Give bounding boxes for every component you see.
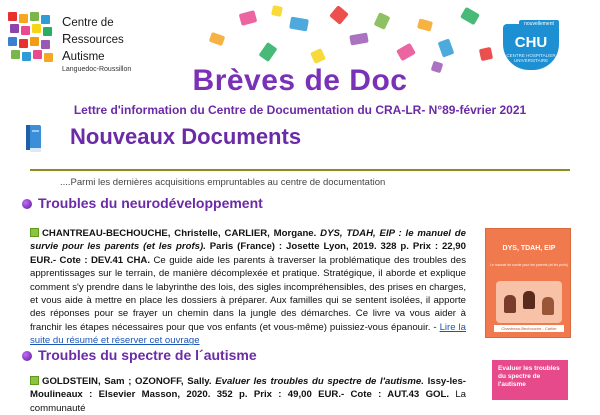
bullet-square-icon <box>30 376 39 385</box>
cover-title: Evaluer les troubles du spectre de l'autisme <box>498 365 560 388</box>
logo-region: Languedoc-Roussillon <box>62 66 132 73</box>
logo-line: Centre de <box>62 14 114 29</box>
logo-line: Autisme <box>62 48 105 63</box>
chu-top-label: nouvellement <box>519 20 559 28</box>
category-heading <box>22 195 263 211</box>
section-divider <box>30 169 570 171</box>
bullet-square-icon <box>30 228 39 237</box>
section-title: Nouveaux Documents <box>70 124 302 149</box>
entry-publication: Paris (France) : Josette Lyon, 2019. 328 p. Prix : 22,90 EUR.- Cote : DEV.41 CHA. <box>30 241 466 266</box>
cover-authors: Chantreau-Bechouche - Carlier <box>494 325 564 332</box>
book-icon <box>24 124 44 154</box>
chu-subtitle: CENTRE HOSPITALIER UNIVERSITAIRE <box>506 53 556 63</box>
entry-publication: Issy-les-Moulineaux : Elsevier Masson, 2020. 352 p. Prix : 49,00 EUR.- Cote : AUT.43 GOL. <box>30 376 466 401</box>
document-entry <box>30 227 466 348</box>
chu-name: CHU <box>514 34 548 51</box>
category-title: Troubles du spectre de l´autisme <box>38 347 257 363</box>
entry-summary: Ce guide aide les parents à traverser la problématique des troubles des apprentissages sur le terrain, de manière décomplexée et pratique. Stratégique, il aborde et explique comment s'y prendre dans le labyrinthe des lois, des sigles incompréhensibles, des prises en charges, et vous aide à mettre en place les dossiers à préparer. Aux familles qui se sentent isolées, il apporte des réponses pour se frayer un chemin dans la jungle des démarches. Ce livre va vous aider à franchir les étapes nécessaires pour que vos enfants (et vous-même) puissiez-vous épanouir. <box>30 254 466 333</box>
cover-subtitle: Le manuel de survie pour les parents (et les profs) <box>489 263 568 267</box>
page-subtitle: Lettre d'information du Centre de Documentation du CRA-LR- N°89-février 2021 <box>73 103 527 117</box>
section-intro: ....Parmi les dernières acquisitions empruntables au centre de documentation <box>60 177 386 188</box>
document-entry <box>30 375 466 415</box>
entry-authors: CHANTREAU-BECHOUCHE, Christelle, CARLIER, Morgane. <box>42 228 317 239</box>
newsletter-header <box>0 0 600 122</box>
bullet-sphere-icon <box>22 199 32 209</box>
category-heading <box>22 347 257 363</box>
book-cover[interactable] <box>485 228 571 338</box>
entry-book-title: Evaluer les troubles du spectre de l'autisme. <box>215 376 424 387</box>
entry-authors: GOLDSTEIN, Sam ; OZONOFF, Sally. <box>42 376 212 387</box>
logo-line: Ressources <box>62 31 124 46</box>
entry-book-title: DYS, TDAH, EIP : le manuel de survie pour les parents (et les profs). <box>30 228 466 253</box>
cover-illustration <box>496 281 562 323</box>
category-title: Troubles du neurodéveloppement <box>38 195 263 211</box>
chu-logo <box>503 20 559 70</box>
bullet-sphere-icon <box>22 351 32 361</box>
page-title: Brèves de Doc <box>192 64 408 97</box>
read-more-link[interactable]: Lire la suite du résumé et réserver cet ouvrage <box>30 321 466 347</box>
entry-separator: - <box>430 321 440 333</box>
entry-summary: La communauté <box>30 389 466 414</box>
cover-title: DYS, TDAH, EIP <box>502 245 556 252</box>
book-cover[interactable] <box>492 360 568 400</box>
